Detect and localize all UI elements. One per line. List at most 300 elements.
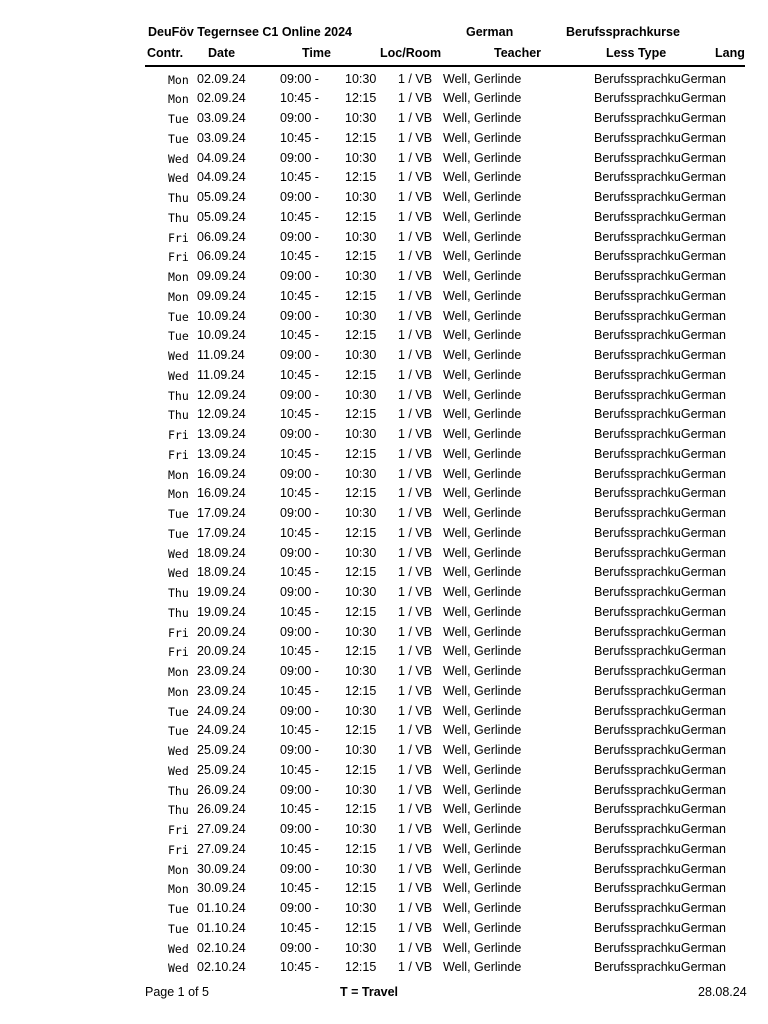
cell-date: 01.10.24: [197, 920, 246, 935]
cell-start-time: 09:00 -: [280, 545, 319, 560]
cell-teacher: Well, Gerlinde: [443, 348, 522, 362]
cell-date: 27.09.24: [197, 841, 246, 856]
cell-loc-room: 1 / VB: [398, 525, 433, 540]
cell-loc-room: 1 / VB: [398, 565, 433, 580]
table-row: [0, 109, 768, 129]
cell-teacher: Well, Gerlinde: [443, 446, 522, 461]
cell-teacher: Well, Gerlinde: [443, 802, 522, 817]
cell-date: 04.09.24: [197, 170, 246, 185]
cell-end-time: 12:15: [345, 288, 377, 303]
cell-start-time: 09:00 -: [280, 111, 319, 125]
table-row: [0, 820, 768, 840]
cell-day: Thu: [168, 408, 189, 423]
cell-date: 11.09.24: [197, 367, 245, 382]
cell-end-time: 10:30: [345, 664, 377, 678]
cell-date: 30.09.24: [197, 881, 246, 896]
cell-day: Fri: [168, 428, 189, 442]
cell-end-time: 10:30: [345, 782, 377, 797]
cell-teacher: Well, Gerlinde: [443, 545, 522, 560]
cell-loc-room: 1 / VB: [398, 703, 433, 718]
cell-less-type-lang: BerufssprachkuGerman: [594, 762, 727, 777]
cell-day: Fri: [168, 447, 189, 462]
table-row: [0, 623, 768, 643]
cell-start-time: 09:00 -: [280, 387, 319, 402]
cell-teacher: Well, Gerlinde: [443, 743, 522, 757]
cell-day: Thu: [168, 605, 189, 620]
table-row: [0, 267, 768, 287]
cell-day: Fri: [168, 823, 189, 837]
cell-loc-room: 1 / VB: [398, 901, 433, 915]
cell-loc-room: 1 / VB: [398, 427, 433, 441]
table-row: [0, 919, 768, 939]
cell-teacher: Well, Gerlinde: [443, 723, 522, 738]
cell-teacher: Well, Gerlinde: [443, 604, 522, 619]
cell-date: 12.09.24: [197, 387, 246, 402]
table-row: [0, 899, 768, 919]
cell-start-time: 10:45 -: [280, 130, 319, 145]
cell-day: Tue: [168, 329, 189, 344]
cell-less-type-lang: BerufssprachkuGerman: [594, 308, 727, 323]
cell-less-type-lang: BerufssprachkuGerman: [594, 387, 727, 402]
column-header-teacher: Teacher: [494, 46, 542, 60]
cell-teacher: Well, Gerlinde: [443, 288, 522, 303]
cell-less-type-lang: BerufssprachkuGerman: [594, 802, 727, 817]
cell-teacher: Well, Gerlinde: [443, 170, 522, 185]
table-row: [0, 386, 768, 406]
cell-day: Tue: [168, 131, 189, 146]
cell-less-type-lang: BerufssprachkuGerman: [594, 348, 727, 362]
cell-start-time: 09:00 -: [280, 743, 319, 757]
table-row: [0, 168, 768, 188]
table-row: [0, 208, 768, 228]
table-row: [0, 879, 768, 899]
cell-date: 13.09.24: [197, 427, 246, 441]
cell-loc-room: 1 / VB: [398, 367, 433, 382]
cell-less-type-lang: BerufssprachkuGerman: [594, 664, 727, 678]
cell-date: 25.09.24: [197, 762, 246, 777]
cell-end-time: 12:15: [345, 683, 377, 698]
cell-date: 09.09.24: [197, 288, 246, 303]
cell-start-time: 09:00 -: [280, 664, 319, 678]
cell-start-time: 09:00 -: [280, 861, 319, 876]
cell-teacher: Well, Gerlinde: [443, 466, 522, 481]
cell-less-type-lang: BerufssprachkuGerman: [594, 525, 727, 540]
cell-less-type-lang: BerufssprachkuGerman: [594, 723, 727, 738]
table-row: [0, 702, 768, 722]
cell-date: 11.09.24: [197, 348, 245, 362]
cell-loc-room: 1 / VB: [398, 881, 433, 896]
cell-date: 02.09.24: [197, 91, 246, 106]
cell-loc-room: 1 / VB: [398, 348, 433, 362]
table-row: [0, 366, 768, 386]
cell-end-time: 12:15: [345, 170, 377, 185]
legend-travel: T = Travel: [340, 985, 399, 999]
cell-day: Mon: [168, 684, 189, 699]
cell-date: 04.09.24: [197, 150, 246, 165]
cell-less-type-lang: BerufssprachkuGerman: [594, 407, 727, 422]
cell-loc-room: 1 / VB: [398, 644, 433, 659]
cell-less-type-lang: BerufssprachkuGerman: [594, 960, 727, 975]
cell-start-time: 10:45 -: [280, 328, 319, 343]
cell-teacher: Well, Gerlinde: [443, 841, 522, 856]
cell-teacher: Well, Gerlinde: [443, 664, 522, 678]
cell-end-time: 10:30: [345, 111, 377, 125]
cell-date: 19.09.24: [197, 585, 246, 599]
cell-loc-room: 1 / VB: [398, 308, 433, 323]
cell-start-time: 10:45 -: [280, 170, 319, 185]
cell-loc-room: 1 / VB: [398, 486, 433, 501]
cell-teacher: Well, Gerlinde: [443, 920, 522, 935]
cell-end-time: 12:15: [345, 920, 377, 935]
cell-end-time: 10:30: [345, 940, 377, 955]
cell-teacher: Well, Gerlinde: [443, 367, 522, 382]
table-row: [0, 405, 768, 425]
table-row: [0, 682, 768, 702]
cell-day: Fri: [168, 645, 189, 660]
cell-start-time: 10:45 -: [280, 723, 319, 738]
cell-date: 27.09.24: [197, 822, 246, 836]
cell-date: 05.09.24: [197, 190, 246, 204]
cell-loc-room: 1 / VB: [398, 683, 433, 698]
cell-less-type-lang: BerufssprachkuGerman: [594, 861, 727, 876]
cell-day: Wed: [168, 546, 189, 561]
cell-day: Wed: [168, 368, 189, 383]
cell-day: Mon: [168, 92, 189, 107]
cell-loc-room: 1 / VB: [398, 111, 433, 125]
cell-loc-room: 1 / VB: [398, 407, 433, 422]
cell-start-time: 10:45 -: [280, 920, 319, 935]
cell-start-time: 09:00 -: [280, 71, 319, 86]
table-row: [0, 188, 768, 208]
cell-loc-room: 1 / VB: [398, 71, 433, 86]
cell-start-time: 10:45 -: [280, 762, 319, 777]
table-row: [0, 603, 768, 623]
cell-date: 24.09.24: [197, 723, 246, 738]
table-row: [0, 662, 768, 682]
cell-loc-room: 1 / VB: [398, 466, 433, 481]
cell-date: 12.09.24: [197, 407, 246, 422]
table-row: [0, 307, 768, 327]
cell-loc-room: 1 / VB: [398, 782, 433, 797]
cell-end-time: 12:15: [345, 565, 377, 580]
cell-end-time: 10:30: [345, 861, 377, 876]
cell-start-time: 09:00 -: [280, 703, 319, 718]
cell-loc-room: 1 / VB: [398, 920, 433, 935]
cell-less-type-lang: BerufssprachkuGerman: [594, 486, 727, 501]
cell-start-time: 09:00 -: [280, 229, 319, 244]
cell-date: 16.09.24: [197, 466, 246, 481]
cell-teacher: Well, Gerlinde: [443, 940, 522, 955]
cell-less-type-lang: BerufssprachkuGerman: [594, 150, 727, 165]
cell-start-time: 10:45 -: [280, 288, 319, 303]
cell-end-time: 12:15: [345, 407, 377, 422]
cell-loc-room: 1 / VB: [398, 664, 433, 678]
cell-loc-room: 1 / VB: [398, 822, 433, 836]
cell-day: Wed: [168, 151, 189, 166]
cell-teacher: Well, Gerlinde: [443, 703, 522, 718]
cell-date: 03.09.24: [197, 111, 246, 125]
subject-label: German: [466, 25, 514, 39]
cell-day: Tue: [168, 724, 189, 739]
cell-date: 02.10.24: [197, 960, 246, 975]
cell-date: 02.09.24: [197, 71, 246, 86]
cell-teacher: Well, Gerlinde: [443, 486, 522, 501]
cell-loc-room: 1 / VB: [398, 940, 433, 955]
cell-day: Tue: [168, 704, 189, 719]
cell-end-time: 10:30: [345, 703, 377, 718]
cell-loc-room: 1 / VB: [398, 960, 433, 975]
cell-end-time: 10:30: [345, 71, 377, 86]
cell-teacher: Well, Gerlinde: [443, 71, 522, 86]
cell-date: 25.09.24: [197, 743, 246, 757]
cell-start-time: 10:45 -: [280, 565, 319, 580]
cell-date: 23.09.24: [197, 683, 246, 698]
cell-day: Thu: [168, 783, 189, 798]
cell-loc-room: 1 / VB: [398, 762, 433, 777]
cell-less-type-lang: BerufssprachkuGerman: [594, 229, 727, 244]
column-header-contr: Contr.: [147, 46, 184, 60]
cell-teacher: Well, Gerlinde: [443, 111, 522, 125]
cell-less-type-lang: BerufssprachkuGerman: [594, 901, 727, 915]
cell-date: 09.09.24: [197, 269, 246, 283]
cell-day: Fri: [168, 230, 189, 245]
table-row: [0, 129, 768, 149]
table-row: [0, 939, 768, 959]
cell-end-time: 12:15: [345, 91, 377, 106]
cell-day: Mon: [168, 289, 189, 304]
table-row: [0, 247, 768, 267]
cell-loc-room: 1 / VB: [398, 802, 433, 817]
cell-end-time: 10:30: [345, 229, 377, 244]
cell-day: Mon: [168, 270, 189, 284]
cell-end-time: 10:30: [345, 387, 377, 402]
cell-loc-room: 1 / VB: [398, 288, 433, 303]
table-row: [0, 89, 768, 109]
cell-day: Wed: [168, 961, 189, 976]
cell-date: 10.09.24: [197, 328, 246, 343]
cell-date: 19.09.24: [197, 604, 246, 619]
cell-loc-room: 1 / VB: [398, 861, 433, 876]
column-header-date: Date: [208, 46, 236, 60]
cell-less-type-lang: BerufssprachkuGerman: [594, 446, 727, 461]
cell-loc-room: 1 / VB: [398, 209, 433, 224]
cell-start-time: 10:45 -: [280, 209, 319, 224]
cell-less-type-lang: BerufssprachkuGerman: [594, 130, 727, 145]
cell-end-time: 12:15: [345, 644, 377, 659]
cell-loc-room: 1 / VB: [398, 545, 433, 560]
column-header-lang: Lang: [715, 46, 745, 60]
cell-loc-room: 1 / VB: [398, 130, 433, 145]
cell-start-time: 10:45 -: [280, 802, 319, 817]
cell-end-time: 10:30: [345, 269, 377, 283]
cell-start-time: 10:45 -: [280, 841, 319, 856]
cell-teacher: Well, Gerlinde: [443, 328, 522, 343]
cell-teacher: Well, Gerlinde: [443, 387, 522, 402]
cell-loc-room: 1 / VB: [398, 723, 433, 738]
cell-date: 06.09.24: [197, 229, 246, 244]
cell-loc-room: 1 / VB: [398, 604, 433, 619]
cell-end-time: 10:30: [345, 427, 377, 441]
cell-less-type-lang: BerufssprachkuGerman: [594, 269, 727, 283]
table-row: [0, 445, 768, 465]
cell-day: Tue: [168, 507, 189, 521]
cell-day: Mon: [168, 882, 189, 897]
cell-teacher: Well, Gerlinde: [443, 190, 522, 204]
cell-start-time: 09:00 -: [280, 506, 319, 520]
table-row: [0, 228, 768, 248]
cell-date: 18.09.24: [197, 565, 246, 580]
cell-less-type-lang: BerufssprachkuGerman: [594, 209, 727, 224]
cell-end-time: 12:15: [345, 328, 377, 343]
cell-loc-room: 1 / VB: [398, 585, 433, 599]
category-label: Berufssprachkurse: [566, 25, 680, 39]
cell-less-type-lang: BerufssprachkuGerman: [594, 585, 727, 599]
cell-end-time: 10:30: [345, 585, 377, 599]
cell-teacher: Well, Gerlinde: [443, 249, 522, 264]
cell-teacher: Well, Gerlinde: [443, 683, 522, 698]
cell-start-time: 10:45 -: [280, 249, 319, 264]
cell-date: 03.09.24: [197, 130, 246, 145]
cell-teacher: Well, Gerlinde: [443, 209, 522, 224]
cell-date: 17.09.24: [197, 525, 246, 540]
table-row: [0, 484, 768, 504]
cell-start-time: 09:00 -: [280, 269, 319, 283]
cell-day: Wed: [168, 744, 189, 758]
cell-end-time: 10:30: [345, 545, 377, 560]
cell-date: 06.09.24: [197, 249, 246, 264]
cell-teacher: Well, Gerlinde: [443, 782, 522, 797]
cell-less-type-lang: BerufssprachkuGerman: [594, 703, 727, 718]
cell-less-type-lang: BerufssprachkuGerman: [594, 782, 727, 797]
cell-end-time: 12:15: [345, 525, 377, 540]
cell-teacher: Well, Gerlinde: [443, 822, 522, 836]
cell-date: 23.09.24: [197, 664, 246, 678]
cell-date: 13.09.24: [197, 446, 246, 461]
table-row: [0, 70, 768, 90]
cell-less-type-lang: BerufssprachkuGerman: [594, 841, 727, 856]
cell-end-time: 12:15: [345, 130, 377, 145]
cell-day: Wed: [168, 566, 189, 581]
cell-start-time: 10:45 -: [280, 525, 319, 540]
cell-loc-room: 1 / VB: [398, 249, 433, 264]
cell-teacher: Well, Gerlinde: [443, 861, 522, 876]
table-row: [0, 781, 768, 801]
cell-day: Thu: [168, 191, 189, 205]
cell-day: Fri: [168, 625, 189, 640]
table-row: [0, 721, 768, 741]
cell-less-type-lang: BerufssprachkuGerman: [594, 881, 727, 896]
table-row: [0, 544, 768, 564]
table-row: [0, 761, 768, 781]
table-row: [0, 524, 768, 544]
cell-start-time: 10:45 -: [280, 446, 319, 461]
cell-less-type-lang: BerufssprachkuGerman: [594, 427, 727, 441]
cell-start-time: 09:00 -: [280, 427, 319, 441]
table-row: [0, 958, 768, 978]
cell-day: Thu: [168, 388, 189, 403]
cell-teacher: Well, Gerlinde: [443, 644, 522, 659]
cell-day: Thu: [168, 210, 189, 225]
cell-loc-room: 1 / VB: [398, 624, 433, 639]
cell-end-time: 12:15: [345, 604, 377, 619]
cell-day: Tue: [168, 526, 189, 541]
cell-date: 20.09.24: [197, 624, 246, 639]
cell-loc-room: 1 / VB: [398, 170, 433, 185]
cell-teacher: Well, Gerlinde: [443, 881, 522, 896]
cell-teacher: Well, Gerlinde: [443, 960, 522, 975]
cell-date: 24.09.24: [197, 703, 246, 718]
cell-less-type-lang: BerufssprachkuGerman: [594, 743, 727, 757]
cell-loc-room: 1 / VB: [398, 506, 433, 520]
cell-date: 01.10.24: [197, 901, 246, 915]
cell-less-type-lang: BerufssprachkuGerman: [594, 920, 727, 935]
cell-end-time: 10:30: [345, 901, 377, 915]
cell-less-type-lang: BerufssprachkuGerman: [594, 624, 727, 639]
cell-loc-room: 1 / VB: [398, 190, 433, 204]
cell-teacher: Well, Gerlinde: [443, 130, 522, 145]
cell-loc-room: 1 / VB: [398, 269, 433, 283]
cell-day: Wed: [168, 941, 189, 956]
cell-start-time: 09:00 -: [280, 585, 319, 599]
cell-less-type-lang: BerufssprachkuGerman: [594, 170, 727, 185]
cell-date: 30.09.24: [197, 861, 246, 876]
cell-less-type-lang: BerufssprachkuGerman: [594, 249, 727, 264]
cell-teacher: Well, Gerlinde: [443, 901, 522, 915]
cell-start-time: 10:45 -: [280, 960, 319, 975]
page-number: Page 1 of 5: [145, 985, 209, 999]
cell-less-type-lang: BerufssprachkuGerman: [594, 466, 727, 481]
cell-day: Wed: [168, 349, 189, 363]
cell-end-time: 10:30: [345, 308, 377, 323]
cell-day: Wed: [168, 171, 189, 186]
cell-end-time: 12:15: [345, 446, 377, 461]
table-row: [0, 741, 768, 761]
cell-end-time: 12:15: [345, 960, 377, 975]
cell-day: Tue: [168, 309, 189, 324]
cell-end-time: 12:15: [345, 841, 377, 856]
cell-loc-room: 1 / VB: [398, 229, 433, 244]
table-row: [0, 149, 768, 169]
table-row: [0, 800, 768, 820]
cell-end-time: 10:30: [345, 743, 377, 757]
cell-teacher: Well, Gerlinde: [443, 269, 522, 283]
cell-teacher: Well, Gerlinde: [443, 762, 522, 777]
cell-end-time: 12:15: [345, 209, 377, 224]
cell-start-time: 09:00 -: [280, 901, 319, 915]
cell-teacher: Well, Gerlinde: [443, 407, 522, 422]
header-divider: [145, 65, 745, 67]
cell-less-type-lang: BerufssprachkuGerman: [594, 506, 727, 520]
cell-day: Tue: [168, 921, 189, 936]
cell-date: 16.09.24: [197, 486, 246, 501]
cell-end-time: 12:15: [345, 249, 377, 264]
cell-end-time: 12:15: [345, 723, 377, 738]
cell-less-type-lang: BerufssprachkuGerman: [594, 940, 727, 955]
cell-start-time: 10:45 -: [280, 683, 319, 698]
cell-date: 26.09.24: [197, 782, 246, 797]
cell-loc-room: 1 / VB: [398, 446, 433, 461]
cell-end-time: 12:15: [345, 486, 377, 501]
cell-start-time: 09:00 -: [280, 348, 319, 362]
cell-less-type-lang: BerufssprachkuGerman: [594, 644, 727, 659]
cell-day: Thu: [168, 586, 189, 600]
cell-loc-room: 1 / VB: [398, 91, 433, 106]
cell-less-type-lang: BerufssprachkuGerman: [594, 288, 727, 303]
cell-day: Tue: [168, 902, 189, 916]
cell-end-time: 10:30: [345, 190, 377, 204]
cell-day: Fri: [168, 842, 189, 857]
cell-less-type-lang: BerufssprachkuGerman: [594, 91, 727, 106]
